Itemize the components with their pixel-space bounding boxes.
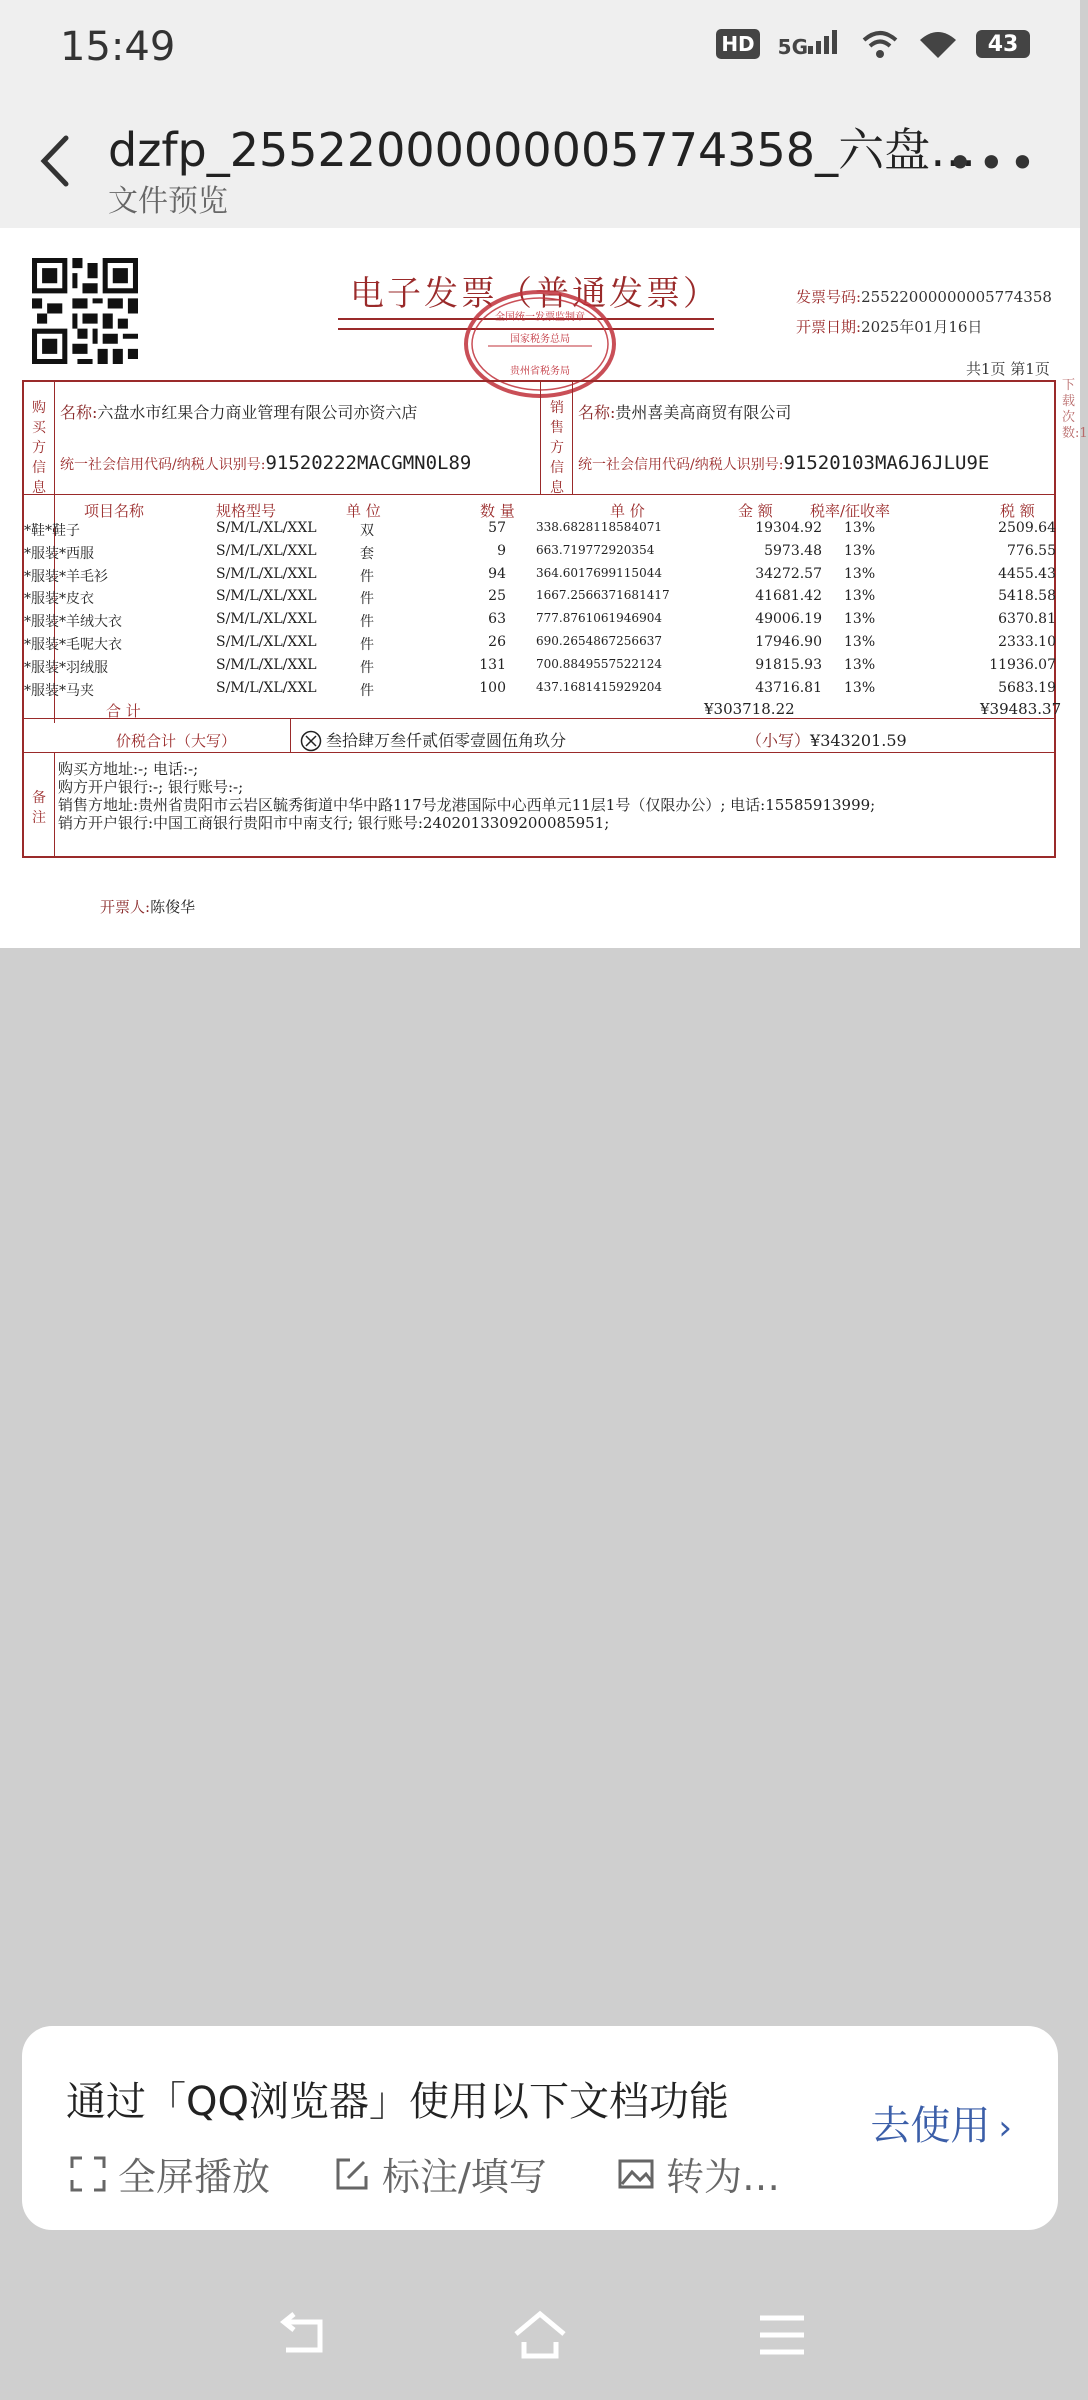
item-unit: 件	[360, 659, 374, 676]
buyer-tax-id	[60, 452, 471, 474]
wifi-call-icon	[860, 28, 900, 60]
chevron-right-icon: ›	[998, 2108, 1012, 2148]
sum-chinese: 叁拾肆万叁仟贰佰零壹圆伍角玖分	[326, 731, 567, 750]
sum-numeric-value: ¥343201.59	[810, 731, 907, 750]
item-rate: 13%	[844, 679, 876, 696]
item-qty: 57	[488, 520, 506, 536]
buyer-tax-value: 91520222MACGMN0L89	[265, 452, 472, 474]
back-nav-icon[interactable]	[272, 2310, 332, 2360]
item-name: *服装*羽绒服	[24, 659, 108, 676]
item-tax: 2333.10	[998, 634, 1056, 650]
invoice-date	[796, 316, 982, 337]
item-name: *服装*羊毛衫	[24, 568, 108, 585]
item-price: 777.8761061946904	[536, 611, 662, 626]
item-qty: 100	[479, 679, 506, 696]
item-tax: 4455.43	[998, 565, 1056, 582]
network-type: 5G	[777, 34, 808, 59]
menu-nav-icon[interactable]	[752, 2310, 812, 2360]
issuer	[100, 896, 195, 917]
invoice-number-value: 25522000000005774358	[861, 288, 1052, 306]
item-unit: 件	[360, 568, 374, 585]
buyer-tax-label: 统一社会信用代码/纳税人识别号:	[60, 457, 266, 473]
back-arrow-icon[interactable]	[30, 126, 78, 196]
item-tax: 6370.81	[998, 611, 1056, 628]
buyer-side-label: 购买方信息	[32, 400, 46, 496]
seller-name-value: 贵州喜美高商贸有限公司	[615, 403, 792, 422]
item-unit: 件	[360, 637, 374, 653]
clock: 15:49	[60, 24, 176, 70]
item-name: *服装*马夹	[24, 682, 94, 699]
remark-line: 销售方地址:贵州省贵阳市云岩区毓秀街道中华中路117号龙港国际中心西单元11层1号（仅限办公）; 电话:15585913999;	[58, 796, 876, 814]
remark-line: 购买方地址:-; 电话:-;	[58, 760, 199, 778]
item-amount: 91815.93	[755, 656, 822, 673]
feature-fullscreen-label: 全屏播放	[118, 2155, 271, 2199]
feature-annotate[interactable]	[332, 2146, 547, 2201]
home-nav-icon[interactable]	[510, 2310, 570, 2360]
item-qty: 25	[488, 588, 506, 605]
item-name: *服装*皮衣	[24, 591, 94, 608]
item-unit: 双	[360, 523, 374, 539]
item-unit: 件	[360, 591, 374, 608]
hd-icon: HD	[716, 29, 759, 59]
item-price: 690.2654867256637	[536, 634, 662, 648]
feature-convert-label: 转为…	[666, 2155, 781, 2199]
item-spec: S/M/L/XL/XXL	[216, 520, 317, 536]
item-spec: S/M/L/XL/XXL	[216, 656, 317, 673]
seal-top-text: 全国统一发票监制章	[495, 312, 585, 323]
remark-line: 销方开户银行:中国工商银行贵阳市中南支行; 银行账号:2402013309200085951;	[58, 814, 610, 832]
item-name: *服装*毛呢大衣	[24, 637, 122, 653]
item-name: *鞋*鞋子	[24, 523, 80, 539]
table-row	[24, 566, 1056, 588]
feature-convert[interactable]	[616, 2146, 780, 2201]
edit-icon	[332, 2154, 372, 2194]
table-row	[24, 634, 1056, 656]
table-row	[24, 657, 1056, 679]
document-preview[interactable]	[0, 228, 1088, 948]
remark-side-label: 备注	[32, 790, 46, 826]
buyer-name	[60, 400, 417, 423]
file-subtitle: 文件预览	[108, 184, 228, 219]
invoice-title: 电子发票（普通发票）	[350, 274, 720, 314]
item-amount: 34272.57	[755, 565, 822, 582]
table-row	[24, 543, 1056, 565]
item-rate: 13%	[844, 611, 876, 628]
seller-tax-id	[578, 452, 989, 474]
item-tax: 11936.07	[989, 656, 1056, 673]
item-amount: 41681.42	[755, 588, 822, 605]
buyer-name-label: 名称:	[60, 403, 98, 422]
go-use-label: 去使用	[870, 2103, 991, 2149]
seal-bottom-text: 贵州省税务局	[510, 366, 570, 377]
sum-top-line	[23, 718, 1055, 719]
col-header-amount: 金 额	[738, 502, 773, 520]
seal-mid-text: 国家税务总局	[510, 334, 570, 345]
item-qty: 9	[497, 542, 506, 559]
item-name: *服装*西服	[24, 545, 94, 562]
item-price: 1667.2566371681417	[536, 588, 670, 603]
item-spec: S/M/L/XL/XXL	[216, 634, 317, 650]
feature-fullscreen[interactable]	[68, 2146, 270, 2201]
item-price: 700.8849557522124	[536, 656, 662, 671]
file-title: dzfp_25522000000005774358_六盘…	[108, 123, 977, 177]
table-row	[24, 680, 1056, 702]
invoice-date-label: 开票日期:	[796, 318, 862, 336]
item-spec: S/M/L/XL/XXL	[216, 611, 317, 628]
col-header-qty: 数 量	[480, 502, 515, 520]
col-header-price: 单 价	[610, 502, 645, 520]
party-bottom-line	[23, 494, 1055, 495]
mid-divider	[540, 381, 541, 495]
item-rate: 13%	[844, 656, 876, 673]
app-header	[0, 96, 1080, 228]
promo-title: 通过「QQ浏览器」使用以下文档功能	[66, 2079, 729, 2125]
qq-browser-promo-card[interactable]	[22, 2026, 1058, 2230]
status-bar	[0, 0, 1080, 96]
remark-line: 购方开户银行:-; 银行账号:-;	[58, 778, 244, 796]
item-spec: S/M/L/XL/XXL	[216, 588, 317, 605]
col-header-tax: 税 额	[1000, 502, 1035, 520]
wifi-icon	[918, 28, 958, 60]
circled-x-icon	[300, 730, 322, 752]
feature-annotate-label: 标注/填写	[382, 2155, 547, 2199]
total-amount: ¥303718.22	[704, 700, 795, 718]
item-price: 437.1681415929204	[536, 679, 662, 694]
sum-numeric	[746, 728, 907, 751]
item-unit: 套	[360, 545, 374, 562]
item-qty: 63	[488, 611, 506, 628]
status-icons	[716, 28, 1030, 60]
invoice-date-value: 2025年01月16日	[861, 318, 983, 336]
table-row	[24, 588, 1056, 610]
seller-name	[578, 400, 791, 423]
item-amount: 5973.48	[764, 542, 822, 559]
item-price: 663.719772920354	[536, 542, 655, 557]
item-unit: 件	[360, 614, 374, 631]
seller-tax-label: 统一社会信用代码/纳税人识别号:	[578, 457, 784, 473]
item-spec: S/M/L/XL/XXL	[216, 565, 317, 582]
sum-divider	[290, 718, 291, 752]
page-count: 共1页 第1页	[966, 360, 1050, 378]
item-spec: S/M/L/XL/XXL	[216, 679, 317, 696]
item-price: 364.6017699115044	[536, 565, 662, 580]
table-row	[24, 611, 1056, 633]
system-nav-bar	[0, 2270, 1080, 2400]
mid-divider-2	[572, 381, 573, 495]
col-header-rate: 税率/征收率	[810, 502, 891, 520]
seller-name-label: 名称:	[578, 403, 616, 422]
item-unit: 件	[360, 682, 374, 699]
item-amount: 43716.81	[755, 679, 822, 696]
item-qty: 26	[488, 634, 506, 650]
sum-label: 价税合计（大写）	[116, 732, 237, 750]
col-header-unit: 单 位	[346, 502, 381, 520]
remark-divider	[54, 752, 55, 856]
invoice-number	[796, 286, 1052, 307]
seller-side-label: 销售方信息	[550, 400, 564, 496]
item-rate: 13%	[844, 588, 876, 605]
item-rate: 13%	[844, 634, 876, 650]
item-tax: 776.55	[1007, 542, 1056, 559]
total-tax: ¥39483.37	[980, 700, 1062, 718]
item-rate: 13%	[844, 542, 876, 559]
seller-tax-value: 91520103MA6J6JLU9E	[783, 452, 990, 474]
total-label: 合 计	[106, 702, 141, 720]
item-amount: 49006.19	[755, 611, 822, 628]
item-rate: 13%	[844, 565, 876, 582]
issuer-value: 陈俊华	[150, 898, 196, 916]
item-name: *服装*羊绒大衣	[24, 614, 122, 631]
item-qty: 94	[488, 565, 506, 582]
col-header-name: 项目名称	[84, 502, 145, 520]
invoice-number-label: 发票号码:	[796, 288, 862, 306]
table-row	[24, 520, 1056, 542]
invoice	[0, 228, 1088, 948]
sum-bottom-line	[23, 752, 1055, 753]
sum-numeric-label: （小写）	[746, 731, 811, 750]
battery-icon: 43	[976, 30, 1030, 58]
image-icon	[616, 2154, 656, 2194]
signal-icon	[778, 30, 842, 59]
qr-code-icon	[32, 258, 138, 364]
go-use-button[interactable]	[870, 2094, 1012, 2151]
item-rate: 13%	[844, 520, 876, 536]
item-amount: 17946.90	[755, 634, 822, 650]
item-amount: 19304.92	[755, 520, 822, 536]
item-tax: 5683.19	[998, 679, 1056, 696]
item-spec: S/M/L/XL/XXL	[216, 542, 317, 559]
col-header-spec: 规格型号	[216, 502, 277, 520]
item-tax: 2509.64	[998, 520, 1056, 536]
download-count-note: 下载次数:1	[1062, 378, 1088, 441]
buyer-name-value: 六盘水市红果合力商业管理有限公司亦资六店	[97, 403, 418, 422]
fullscreen-icon	[68, 2154, 108, 2194]
item-tax: 5418.58	[998, 588, 1056, 605]
more-options-icon[interactable]: •••	[946, 136, 1040, 190]
item-price: 338.6828118584071	[536, 520, 662, 534]
item-qty: 131	[479, 656, 506, 673]
issuer-label: 开票人:	[100, 898, 151, 916]
